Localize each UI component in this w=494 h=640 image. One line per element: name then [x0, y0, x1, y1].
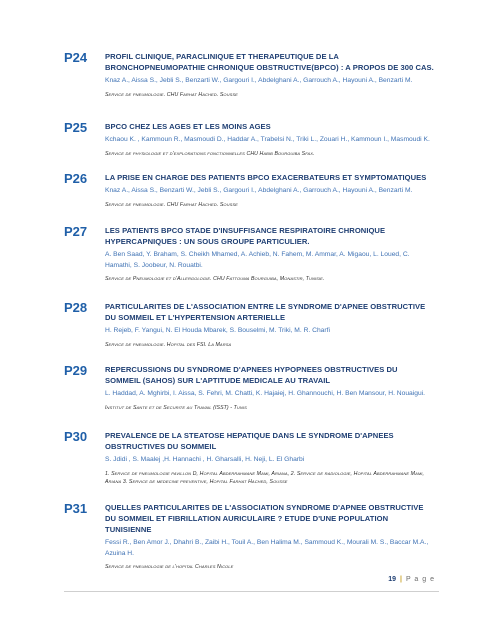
page-label: P a g e	[405, 576, 435, 583]
abstract-affiliation: Service de Pneumologie et d'Allergologie. CHU Fattouma Bourguiba, Monastir, Tunisie.	[105, 276, 325, 282]
abstract-title: PREVALENCE DE LA STEATOSE HEPATIQUE DANS LE SYNDROME D'APNEES OBSTRUCTIVES DU SOMMEIL	[105, 431, 394, 451]
abstract-body	[105, 301, 435, 349]
abstract-title: PROFIL CLINIQUE, PARACLINIQUE ET THERAPEUTIQUE DE LA BRONCHOPNEUMOPATHIE CHRONIQUE OBSTRUCTIVE(BPCO) : A PROPOS DE 300 CAS.	[105, 52, 434, 72]
abstract-authors: S. Jdidi , S. Maalej ,H. Hannachi , H. Gharsalli, H. Neji, L. El Gharbi	[105, 456, 305, 463]
abstract-title: BPCO CHEZ LES AGES ET LES MOINS AGES	[105, 122, 271, 131]
abstract-number: P25	[64, 120, 88, 135]
abstract-body	[105, 430, 435, 486]
abstract-number: P28	[64, 300, 88, 315]
abstract-title: LA PRISE EN CHARGE DES PATIENTS BPCO EXACERBATEURS ET SYMPTOMATIQUES	[105, 173, 427, 182]
abstract-authors: Knaz A., Aissa S., Benzarti W., Jebli S., Gargouri I., Abdelghani A., Garrouch A., Hayouni A., Benzarti M.	[105, 187, 413, 194]
abstract-number: P31	[64, 501, 88, 516]
abstract-title: LES PATIENTS BPCO STADE D'INSUFFISANCE RESPIRATOIRE CHRONIQUE HYPERCAPNIQUES : UN SOUS GROUPE PARTICULIER.	[105, 226, 386, 246]
abstract-body	[105, 225, 435, 283]
abstract-affiliation: Service de pneumologie. CHU Farhat Hached. Sousse	[105, 201, 238, 208]
abstract-affiliation: 1. Service de pneumologie pavillon D, Hopital Abderrahmane Mami, Ariana, 2. Service de radiologie, Hopital Abderrahmane Mami, Ariana 3. Service de medecine preventive, Hopital Farhat Hached, Sousse	[105, 470, 425, 485]
abstract-number: P24	[64, 50, 88, 65]
abstract-number: P26	[64, 171, 88, 186]
abstract-affiliation: Institut de Sante et de Securite au Travail (ISST) - Tunis	[105, 404, 247, 411]
page-number: 19	[388, 576, 397, 583]
abstract-number: P29	[64, 363, 88, 378]
abstract-number: P27	[64, 224, 88, 239]
footer-separator: |	[400, 576, 402, 583]
abstract-title: REPERCUSSIONS DU SYNDROME D'APNEES HYPOPNEES OBSTRUCTIVES DU SOMMEIL (SAHOS) SUR L'APTITUDE MEDICALE AU TRAVAIL	[105, 365, 398, 385]
page-footer	[355, 576, 435, 583]
abstract-title: QUELLES PARTICULARITES DE L'ASSOCIATION SYNDROME D'APNEE OBSTRUCTIVE DU SOMMEIL ET FIBRILLATION AURICULAIRE ? ETUDE D'UNE POPULATION TUNISIENNE	[105, 503, 424, 534]
abstract-authors: Kchaou K. , Kammoun R., Masmoudi D., Haddar A., Trabelsi N., Triki L., Zouari H., Kammoun I., Masmoudi K.	[105, 136, 430, 143]
abstract-authors: A. Ben Saad, Y. Braham, S. Cheikh Mhamed, A. Achieb, N. Fahem, M. Ammar, A. Migaou, L. Loued, C. Hamathi, S. Joobeur, N. Rouatbi.	[105, 251, 410, 269]
abstract-affiliation: Service de physiologie et d'explorations fonctionnelles CHU Habib Bourguiba Sfax.	[105, 150, 315, 157]
abstract-affiliation: Service de pneumologie. CHU Farhat Hached. Sousse	[105, 91, 238, 98]
abstract-title: PARTICULARITES DE L'ASSOCIATION ENTRE LE SYNDROME D'APNEE OBSTRUCTIVE DU SOMMEIL ET L'HYPERTENSION ARTERIELLE	[105, 302, 426, 322]
footer-divider	[64, 591, 439, 592]
abstract-body	[105, 51, 435, 99]
abstract-body	[105, 172, 435, 209]
abstract-authors: L. Haddad, A. Mghirbi, I. Aissa, S. Fehri, M. Chatti, K. Hajaiej, H. Ghannouchi, H. Ben Mansour, H. Nouaigui.	[105, 390, 426, 397]
abstract-number: P30	[64, 429, 88, 444]
abstract-body	[105, 121, 435, 158]
abstract-affiliation: Service de pneumologie de l'hopital Charles Nicole	[105, 564, 234, 570]
abstract-body	[105, 502, 435, 571]
abstract-affiliation: Service de pneumologie. Hopital des FSI. La Marsa	[105, 341, 232, 348]
abstract-authors: H. Rejeb, F. Yangui, N. El Houda Mbarek, S. Bouselmi, M. Triki, M. R. Charfi	[105, 327, 330, 334]
abstract-authors: Fessi R., Ben Amor J., Dhahri B., Zaibi H., Touil A., Ben Halima M., Sammoud K., Mourali M. S., Baccar M.A., Azuina H.	[105, 539, 429, 557]
abstract-body	[105, 364, 435, 412]
abstract-authors: Knaz A., Aissa S., Jebli S., Benzarti W., Gargouri I., Abdelghani A., Garrouch A., Hayouni A., Benzarti M.	[105, 77, 413, 84]
